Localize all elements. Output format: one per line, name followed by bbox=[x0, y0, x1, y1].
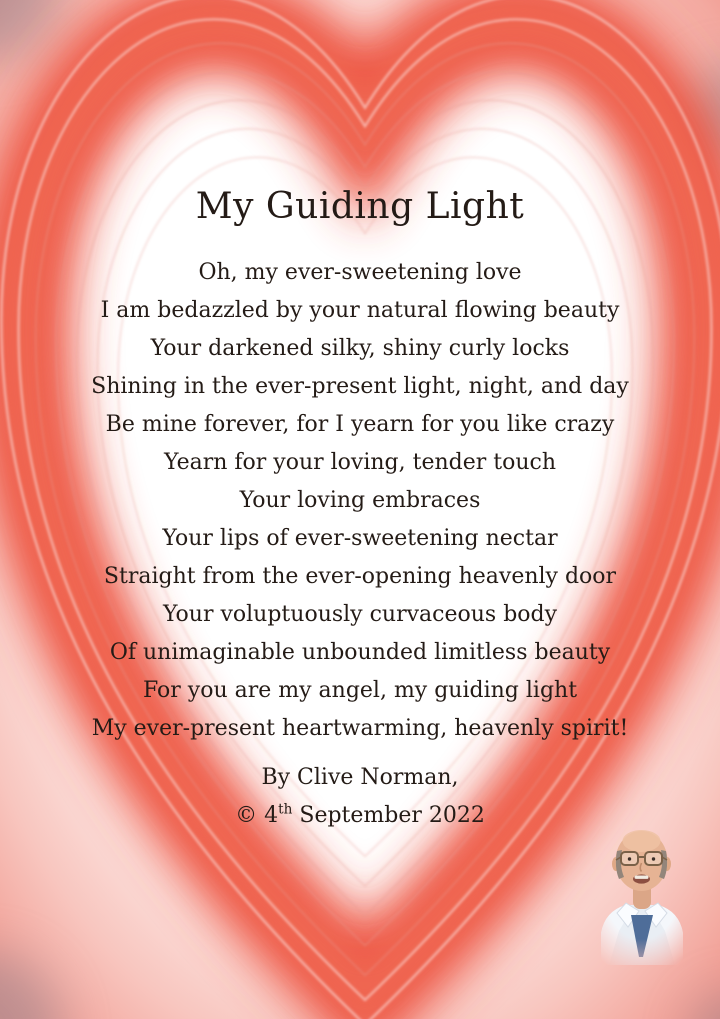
byline: By Clive Norman, bbox=[261, 765, 459, 790]
poem-line: Your voluptuously curvaceous body bbox=[162, 602, 558, 627]
poem-line: My ever-present heartwarming, heavenly spirit! bbox=[91, 716, 629, 741]
poem-line: Oh, my ever-sweetening love bbox=[198, 260, 522, 285]
poem-line: Your darkened silky, shiny curly locks bbox=[150, 336, 570, 361]
poem-line: Your lips of ever-sweetening nectar bbox=[162, 526, 558, 551]
copyright-suffix: September 2022 bbox=[292, 803, 485, 828]
poem-line: For you are my angel, my guiding light bbox=[142, 678, 578, 703]
copyright-prefix: © 4 bbox=[235, 803, 279, 828]
poem-line: Of unimaginable unbounded limitless beauty bbox=[109, 640, 611, 665]
poem-body bbox=[0, 254, 720, 748]
author-photo bbox=[595, 819, 689, 965]
poem-title: My Guiding Light bbox=[195, 186, 525, 227]
poem-line: Yearn for your loving, tender touch bbox=[163, 450, 557, 475]
poem-line: Straight from the ever-opening heavenly door bbox=[103, 564, 617, 589]
poem-line: I am bedazzled by your natural flowing beauty bbox=[100, 298, 620, 323]
poem-line: Shining in the ever-present light, night, and day bbox=[91, 374, 629, 399]
poem-line: Your loving embraces bbox=[239, 488, 481, 513]
poem-line: Be mine forever, for I yearn for you like crazy bbox=[105, 412, 615, 437]
copyright-superscript: th bbox=[278, 801, 293, 818]
